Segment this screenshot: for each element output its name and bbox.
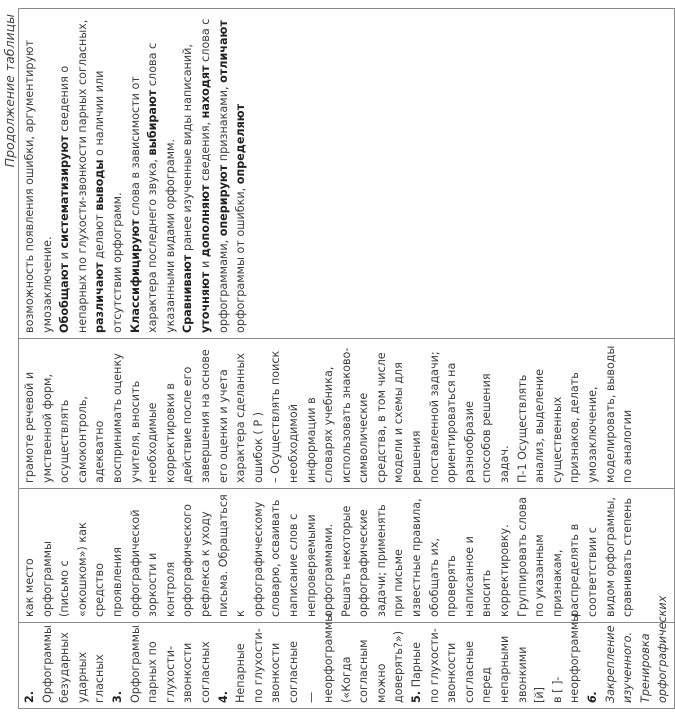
activity-paragraph-2: Решать некоторые орфографические задачи; применять при письме известные правила, обобщать их, проверять написанное и вносить корректировку. — [339, 498, 512, 617]
continuation-label: Продолжение таблицы — [2, 14, 17, 168]
activity-paragraph-3: Группировать слова по указанным признакам, распределять в соответствии с видом орфограммы, сравнивать степень — [515, 496, 635, 617]
competence-column — [19, 339, 675, 489]
competence-paragraph-1: грамоте речевой и умственной форм, осуществлять самоконтроль, адекватно воспринимать оценку учителя, вносить необходимые корректировки в действие после его завершения на основе его оценки и учета характера сделанных ошибок ( Р ) — [23, 349, 265, 483]
actions-paragraph-1: возможность появления ошибки, аргументируют умозаключение. — [23, 39, 54, 333]
topic-item-3: 3. Орфограммы парных по глухости-звонкости согласных — [110, 625, 212, 703]
lesson-table — [18, 8, 675, 709]
topic-item-5b: в [ ]-неорфограммы — [550, 612, 582, 703]
topic-item-4: 4. Непарные по глухости-звонкости согласные — неорфограммы («Когда согласным можно доверять?») — [216, 612, 406, 703]
topic-item-6: 6. Закрепление изученного. Тренировка орфографических — [586, 595, 670, 703]
competence-paragraph-3: П-1 Осуществлять анализ, выделение существенных признаков, делать умозаключение, моделировать, выводы по аналогии — [515, 345, 635, 483]
topic-item-2: 2. Орфограммы безударных ударных гласных — [23, 625, 107, 703]
actions-paragraph-3: Классифицируют слова в зависимости от характера последнего звука, выбирают слова с указанными видами орфограмм. — [128, 42, 177, 333]
student-actions-column — [19, 9, 675, 339]
table-row — [19, 9, 675, 709]
activity-column — [19, 489, 675, 623]
actions-paragraph-4: Сравнивают ранее изученные виды написаний, уточняют и дополняют сведения, находят слова с орфограммами, оперируют признаками, отличают орфограммы от ошибки, определяют — [181, 18, 248, 333]
topic-column — [19, 595, 675, 709]
activity-paragraph-1: как место орфограммы (письмо с «окошком») как средство проявления орфографической зоркости и контроля орфографического рефлекса к уходу письма. Обращаться к орфографическому словарю, осваивать написание слов с непроверяемыми орфограммами. — [23, 494, 336, 617]
topic-item-5: 5. Парные по глухости-звонкости согласные перед непарными звонкими [й] — [410, 628, 547, 703]
actions-paragraph-2: Обобщают и систематизируют сведения о непарных по глухости-звонкости парных согласных, различают делают выводы о наличии или отсутствии орфограмм. — [58, 19, 124, 333]
competence-paragraph-2: – Осуществлять поиск необходимой информации в словарях учебника, использовать знаково-символические средства, в том числе модели и схемы для решения поставленной задачи; ориентироваться на разнообразие способов решения задач. — [269, 347, 512, 483]
